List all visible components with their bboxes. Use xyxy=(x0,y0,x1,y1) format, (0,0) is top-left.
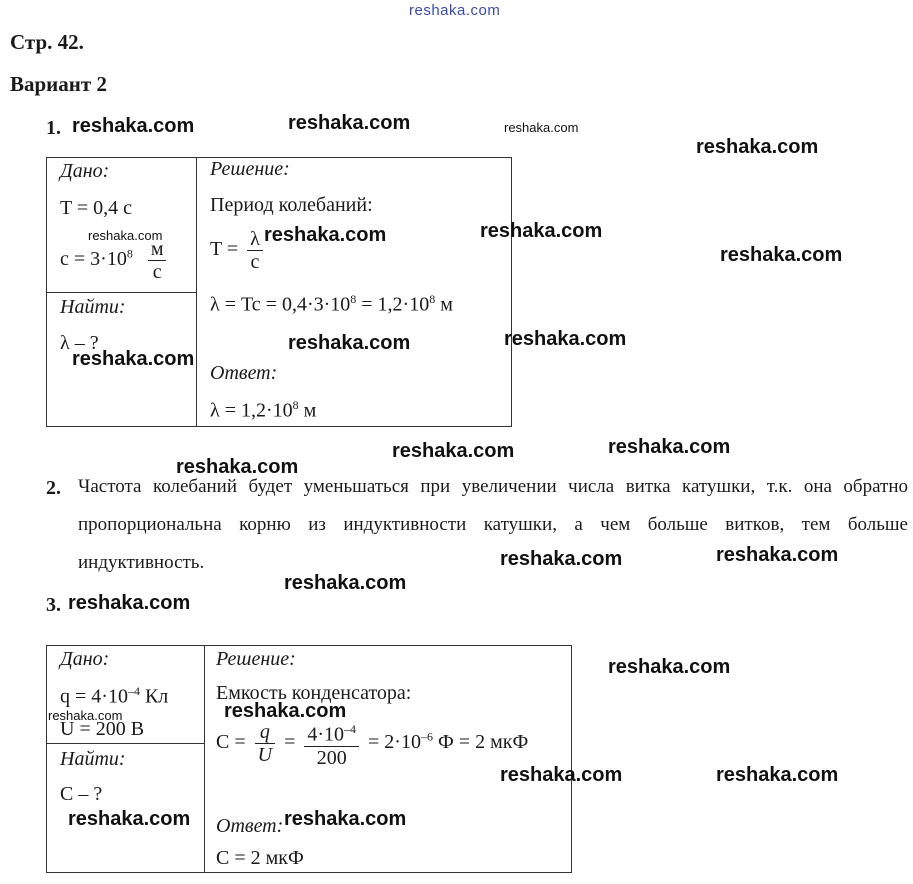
task1-given-label: Дано: xyxy=(60,160,110,182)
watermark: reshaka.com xyxy=(72,115,195,137)
watermark: reshaka.com xyxy=(284,572,407,594)
watermark: reshaka.com xyxy=(68,808,191,830)
task1-find-label: Найти: xyxy=(60,296,126,318)
watermark: reshaka.com xyxy=(72,348,195,370)
task1-formula-T: T = $\frac{\lambda}{c}$ xyxy=(210,228,267,273)
task3-solution-label: Решение: xyxy=(216,648,296,670)
task1-answer-label: Ответ: xyxy=(210,362,278,384)
site-watermark-top: reshaka.com xyxy=(409,2,501,19)
watermark: reshaka.com xyxy=(176,456,299,478)
task3-number: 3. xyxy=(46,594,61,616)
watermark: reshaka.com xyxy=(224,700,347,722)
task1-formula-lambda: $\lambda = Tc = 0,4\cdot 3\cdot 10^8 = 1,2\cdot 10^8$ м xyxy=(210,292,453,316)
task2-text: Частота колебаний будет уменьшаться при увеличении числа витка катушки, т.к. она обратно пропорциональна корню из индуктивности катушки, а чем больше витков, тем больше индуктивность. xyxy=(78,476,908,573)
watermark: reshaka.com xyxy=(696,136,819,158)
watermark: reshaka.com xyxy=(48,708,123,723)
watermark: reshaka.com xyxy=(504,120,579,135)
task2-number: 2. xyxy=(46,477,61,499)
task1-given-c: $c = 3\cdot 10^8$ $\frac{м}{с}$ xyxy=(60,238,170,283)
watermark: reshaka.com xyxy=(716,544,839,566)
task3-find-item: C – ? xyxy=(60,783,103,805)
task3-answer-label: Ответ: xyxy=(216,815,284,837)
task3-given-U: U = 200 В xyxy=(60,718,145,740)
task1-answer: $\lambda = 1,2\cdot 10^8$ м xyxy=(210,398,317,422)
watermark: reshaka.com xyxy=(284,808,407,830)
watermark: reshaka.com xyxy=(720,244,843,266)
variant-title: Вариант 2 xyxy=(10,72,107,96)
task3-given-label: Дано: xyxy=(60,648,110,670)
watermark: reshaka.com xyxy=(608,436,731,458)
watermark: reshaka.com xyxy=(288,112,411,134)
watermark: reshaka.com xyxy=(392,440,515,462)
task1-solution-label: Решение: xyxy=(210,158,290,180)
page-number: Стр. 42. xyxy=(10,30,84,54)
watermark: reshaka.com xyxy=(500,548,623,570)
watermark: reshaka.com xyxy=(88,228,163,243)
watermark: reshaka.com xyxy=(716,764,839,786)
task1-number: 1. xyxy=(46,117,61,139)
watermark: reshaka.com xyxy=(264,224,387,246)
watermark: reshaka.com xyxy=(68,592,191,614)
watermark: reshaka.com xyxy=(504,328,627,350)
task3-solution-text: Емкость конденсатора: xyxy=(216,682,412,704)
watermark: reshaka.com xyxy=(500,764,623,786)
task1-given-T: T = 0,4 с xyxy=(60,197,133,219)
task3-formula-C: C = $\frac{q}{U}$ = $\frac{4\cdot 10^{-4}}{200}$ = $2\cdot 10^{-6}$ Ф = 2 мкФ xyxy=(216,718,528,769)
task1-find-item: λ – ? xyxy=(60,332,99,354)
watermark: reshaka.com xyxy=(288,332,411,354)
watermark: reshaka.com xyxy=(480,220,603,242)
watermark: reshaka.com xyxy=(608,656,731,678)
task3-answer: C = 2 мкФ xyxy=(216,847,304,869)
task1-solution-text: Период колебаний: xyxy=(210,194,373,216)
task3-find-label: Найти: xyxy=(60,748,126,770)
task3-given-q: $q = 4\cdot 10^{-4}$ Кл xyxy=(60,684,169,708)
